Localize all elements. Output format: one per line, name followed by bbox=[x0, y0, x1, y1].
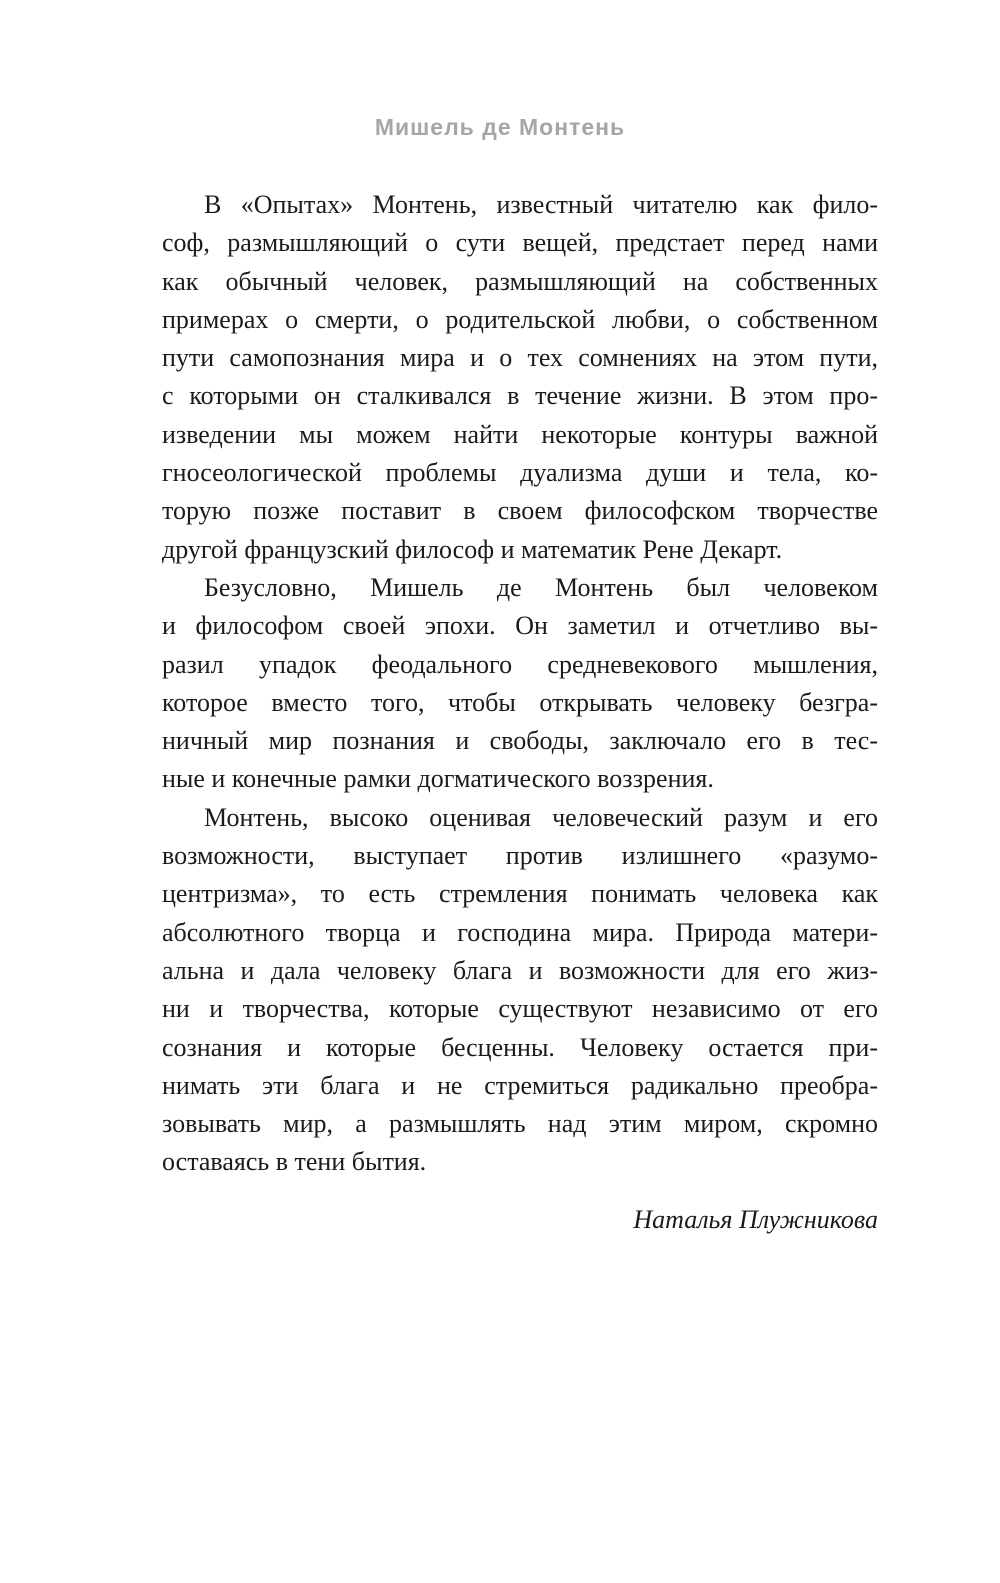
paragraph bbox=[162, 569, 878, 799]
text-line: изведении мы можем найти некоторые контуры важной bbox=[162, 419, 878, 449]
text-line: ни и творчества, которые существуют независимо от его bbox=[162, 994, 878, 1024]
text-line: которое вместо того, чтобы открывать человеку безгра- bbox=[162, 687, 878, 717]
paragraph bbox=[162, 799, 878, 1182]
text-line: оставаясь в тени бытия. bbox=[162, 1147, 427, 1177]
text-line: как обычный человек, размышляющий на собственных bbox=[162, 266, 878, 296]
text-line: торую позже поставит в своем философском творчестве bbox=[162, 496, 878, 526]
text-line: нимать эти блага и не стремиться радикально преобра- bbox=[162, 1070, 878, 1100]
text-line: пути самопознания мира и о тех сомнениях на этом пути, bbox=[162, 343, 878, 373]
text-line: другой французский философ и математик Рене Декарт. bbox=[162, 534, 783, 564]
text-line: ничный мир познания и свободы, заключало его в тес- bbox=[162, 726, 878, 756]
text-line: зовывать мир, а размышлять над этим миром, скромно bbox=[162, 1109, 878, 1139]
text-line: примерах о смерти, о родительской любви, о собственном bbox=[162, 304, 878, 334]
text-line: с которыми он сталкивался в течение жизни. В этом про- bbox=[162, 381, 878, 411]
body-text bbox=[162, 186, 878, 1182]
text-line: Монтень, высоко оценивая человеческий разум и его bbox=[204, 802, 878, 832]
author-signature: Наталья Плужникова bbox=[633, 1205, 878, 1234]
text-line: гносеологической проблемы дуализма души и тела, ко- bbox=[162, 458, 878, 488]
text-line: разил упадок феодального средневекового мышления, bbox=[162, 649, 878, 679]
text-line: центризма», то есть стремления понимать человека как bbox=[162, 879, 878, 909]
text-line: Безусловно, Мишель де Монтень был человеком bbox=[204, 572, 878, 602]
paragraph bbox=[162, 186, 878, 569]
text-line: соф, размышляющий о сути вещей, предстает перед нами bbox=[162, 228, 878, 258]
text-line: абсолютного творца и господина мира. Природа матери- bbox=[162, 917, 878, 947]
page-header-title: Мишель де Монтень bbox=[374, 114, 626, 140]
text-line: сознания и которые бесценны. Человеку остается при- bbox=[162, 1032, 878, 1062]
text-line: В «Опытах» Монтень, известный читателю как фило- bbox=[204, 190, 878, 219]
text-line: альна и дала человеку блага и возможности для его жиз- bbox=[162, 955, 878, 985]
text-line: и философом своей эпохи. Он заметил и отчетливо вы- bbox=[162, 611, 878, 641]
text-line: возможности, выступает против излишнего «разумо- bbox=[162, 841, 878, 871]
text-line: ные и конечные рамки догматического воззрения. bbox=[162, 764, 714, 794]
